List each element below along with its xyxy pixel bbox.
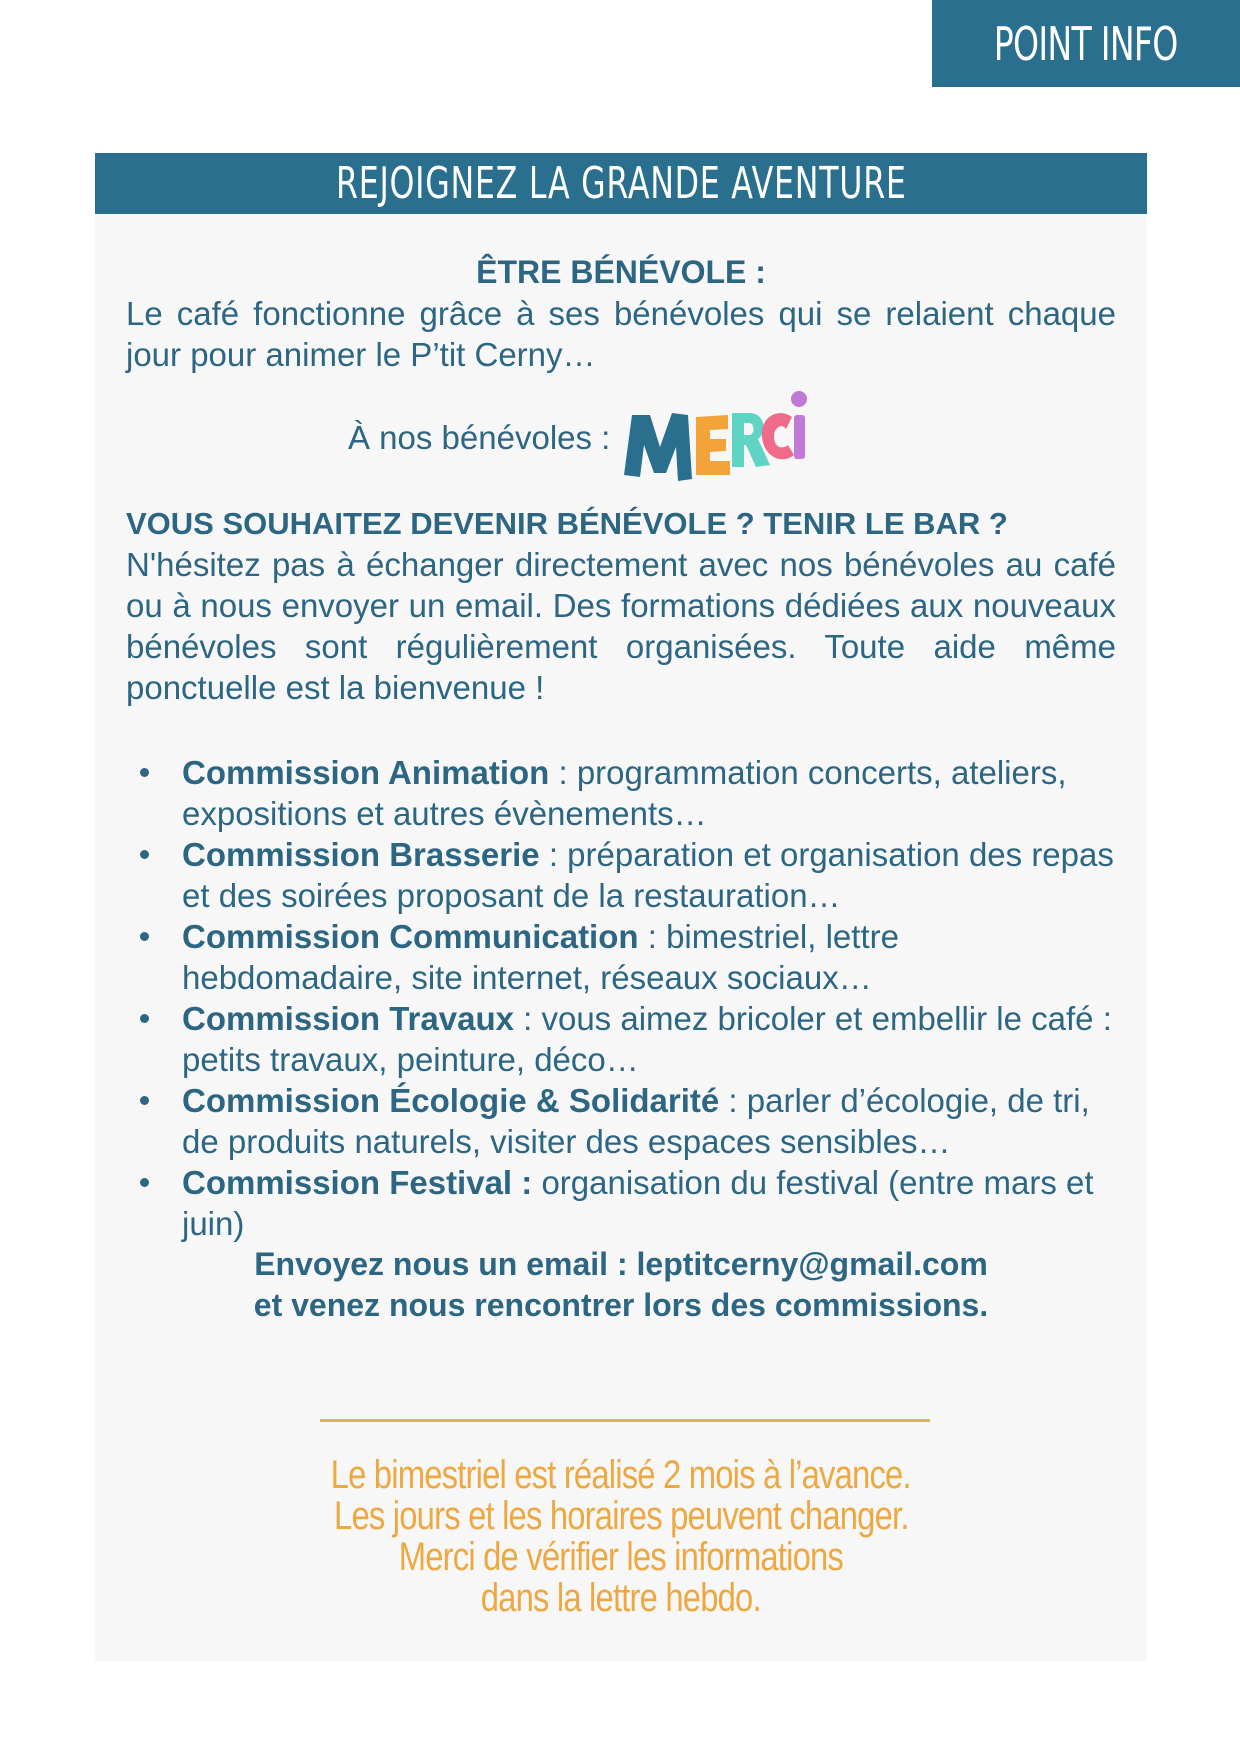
become-volunteer-text: N'hésitez pas à échanger directement avec nos bénévoles au café ou à nous envoyer un email. Des formations dédiées aux nouveaux bénévoles sont régulièrement organisées. Toute aide même ponctuelle est la bienvenue ! xyxy=(126,546,1116,706)
footer-note-text: Le bimestriel est réalisé 2 mois à l’avance. xyxy=(330,1453,912,1497)
footer-note-text: Merci de vérifier les informations xyxy=(398,1535,844,1579)
main-content xyxy=(126,252,1116,1326)
footer-note-line xyxy=(95,1537,1147,1578)
volunteer-heading: ÊTRE BÉNÉVOLE : xyxy=(476,254,766,290)
commission-name: Commission Travaux xyxy=(182,1000,514,1037)
merci-letter-c xyxy=(762,413,794,459)
commission-separator: : xyxy=(549,754,577,791)
bullet-icon xyxy=(140,1014,149,1023)
footer-note xyxy=(95,1455,1147,1619)
merci-logo xyxy=(622,387,808,487)
commission-name: Commission Écologie & Solidarité xyxy=(182,1082,720,1119)
commission-item xyxy=(126,1162,1116,1244)
commission-item xyxy=(126,998,1116,1080)
commission-description: organisation du festival (entre mars et juin) xyxy=(182,1164,1094,1242)
commission-description: bimestriel, lettre hebdomadaire, site internet, réseaux sociaux… xyxy=(182,918,899,996)
banner-title: REJOIGNEZ LA GRANDE AVENTURE xyxy=(335,158,907,209)
commission-item xyxy=(126,834,1116,916)
commission-name: Commission Festival : xyxy=(182,1164,533,1201)
contact-line-1: Envoyez nous un email : leptitcerny@gmail.com xyxy=(254,1246,988,1282)
commission-list xyxy=(126,752,1116,1244)
point-info-label: POINT INFO xyxy=(994,16,1178,71)
commission-item xyxy=(126,752,1116,834)
commission-item xyxy=(126,916,1116,998)
bullet-icon xyxy=(140,1096,149,1105)
volunteer-text: Le café fonctionne grâce à ses bénévoles qui se relaient chaque jour pour animer le P’tit Cerny… xyxy=(126,295,1116,373)
commission-item xyxy=(126,1080,1116,1162)
point-info-tab xyxy=(932,0,1240,87)
commission-description: parler d’écologie, de tri, de produits naturels, visiter des espaces sensibles… xyxy=(182,1082,1090,1160)
commission-separator: : xyxy=(539,836,568,873)
thanks-row xyxy=(126,387,1116,487)
bullet-icon xyxy=(140,768,149,777)
commission-separator: : xyxy=(719,1082,747,1119)
bullet-icon xyxy=(140,932,149,941)
commission-name: Commission Communication xyxy=(182,918,639,955)
merci-letter-i xyxy=(794,415,805,459)
merci-letter-i-dot xyxy=(791,391,807,407)
become-volunteer-heading: VOUS SOUHAITEZ DEVENIR BÉNÉVOLE ? TENIR LE BAR ? xyxy=(126,506,1008,541)
merci-letter-m xyxy=(624,413,692,481)
merci-letter-e xyxy=(696,415,730,475)
contact-line-2: et venez nous rencontrer lors des commissions. xyxy=(253,1287,989,1323)
bullet-icon xyxy=(140,850,149,859)
footer-note-text: dans la lettre hebdo. xyxy=(480,1576,762,1620)
commission-name: Commission Brasserie xyxy=(182,836,540,873)
commission-name: Commission Animation xyxy=(182,754,550,791)
commission-separator: : xyxy=(513,1000,542,1037)
commission-separator: : xyxy=(638,918,667,955)
commission-description: préparation et organisation des repas et des soirées proposant de la restauration… xyxy=(182,836,1114,914)
section-banner xyxy=(95,153,1147,214)
bullet-icon xyxy=(140,1178,149,1187)
footer-note-text: Les jours et les horaires peuvent changer. xyxy=(333,1494,909,1538)
footer-note-line xyxy=(95,1455,1147,1496)
footer-note-line xyxy=(95,1578,1147,1619)
orange-divider xyxy=(320,1419,930,1422)
commission-description: programmation concerts, ateliers, expositions et autres évènements… xyxy=(182,754,1067,832)
thanks-label: À nos bénévoles : xyxy=(348,418,611,456)
footer-note-line xyxy=(95,1496,1147,1537)
commission-description: vous aimez bricoler et embellir le café : petits travaux, peinture, déco… xyxy=(182,1000,1112,1078)
